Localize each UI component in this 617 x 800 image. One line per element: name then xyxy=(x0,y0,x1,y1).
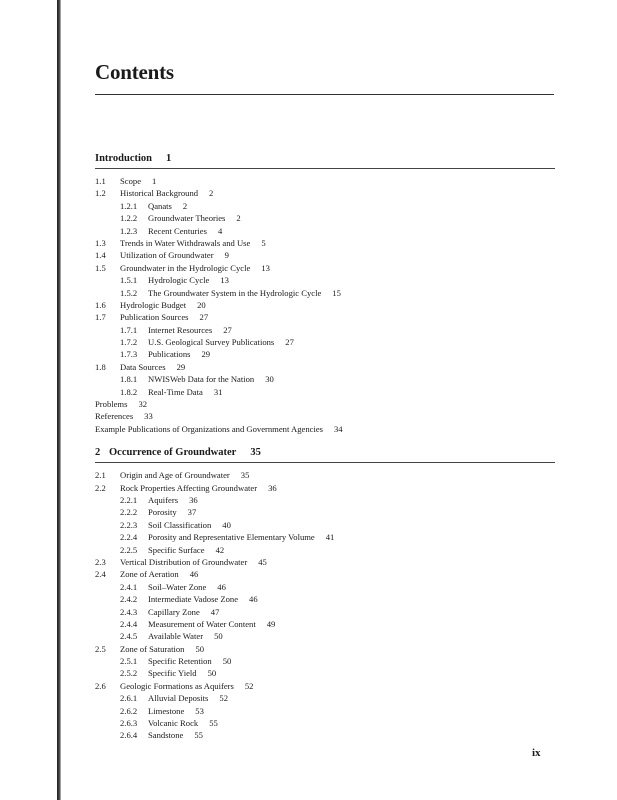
section-title: Hydrologic Cycle xyxy=(148,275,210,286)
section-title: Limestone xyxy=(148,705,185,716)
section-number: 1.8.1 xyxy=(120,374,138,385)
page-binding-edge xyxy=(57,0,61,800)
section-title: Aquifers xyxy=(148,494,179,505)
section-number: 2.2.2 xyxy=(120,507,138,518)
section-title: Soil Classification xyxy=(148,519,212,530)
section-page: 29 xyxy=(201,349,211,360)
page-title: Contents xyxy=(95,60,174,84)
toc-entry xyxy=(95,225,555,237)
section-page: 50 xyxy=(214,631,223,642)
section-page: 30 xyxy=(265,374,274,385)
section-page: 9 xyxy=(224,250,229,261)
toc-entry xyxy=(95,187,555,199)
section-page: 50 xyxy=(207,668,217,679)
section-page: 13 xyxy=(220,275,229,286)
section-title: Example Publications of Organizations and Government Agencies xyxy=(95,423,323,434)
section-number: 1.2.2 xyxy=(120,213,138,224)
section-number: 2.2.5 xyxy=(120,544,138,555)
chapter-heading xyxy=(95,445,555,463)
toc-entry xyxy=(95,324,555,336)
toc-entry xyxy=(95,618,555,630)
section-title: Internet Resources xyxy=(148,324,213,335)
section-page: 31 xyxy=(213,386,223,397)
section-page: 2 xyxy=(209,188,214,199)
chapter-title: Introduction xyxy=(95,153,152,164)
section-title: Groundwater in the Hydrologic Cycle xyxy=(120,262,251,273)
toc-entry xyxy=(95,348,555,360)
section-number: 1.7 xyxy=(95,312,106,323)
title-rule xyxy=(95,94,554,95)
section-page: 4 xyxy=(217,225,223,236)
section-number: 2.2 xyxy=(95,482,106,493)
toc-entry xyxy=(95,531,555,543)
toc-entry xyxy=(95,398,555,410)
section-page: 33 xyxy=(144,411,153,422)
section-title: Scope xyxy=(120,176,142,186)
section-number: 2.4.5 xyxy=(120,631,138,642)
chapter-gap xyxy=(95,435,555,445)
toc-entry xyxy=(95,643,555,655)
section-title: Measurement of Water Content xyxy=(148,618,256,629)
section-title: Specific Retention xyxy=(148,656,212,667)
section-number: 1.8 xyxy=(95,361,106,372)
section-number: 2.6 xyxy=(95,680,106,691)
chapter-page: 1 xyxy=(166,153,172,164)
section-number: 1.7.2 xyxy=(120,337,138,348)
section-title: Hydrologic Budget xyxy=(120,299,187,310)
toc-entry xyxy=(95,705,555,717)
toc-entry xyxy=(95,237,555,249)
section-number: 1.5 xyxy=(95,262,106,273)
section-number: 2.1 xyxy=(95,470,106,481)
toc-entries xyxy=(95,469,555,742)
section-title: Rock Properties Affecting Groundwater xyxy=(120,482,258,493)
section-page: 50 xyxy=(222,656,232,667)
section-number: 2.3 xyxy=(95,556,106,567)
section-page: 49 xyxy=(266,618,276,629)
toc-entry xyxy=(95,423,555,435)
toc-entry xyxy=(95,212,555,224)
chapter-page: 35 xyxy=(250,447,261,459)
section-number: 2.6.1 xyxy=(120,693,138,704)
toc-entry xyxy=(95,544,555,556)
section-page: 46 xyxy=(249,594,258,605)
section-number: 1.2.3 xyxy=(120,225,138,236)
section-page: 27 xyxy=(285,337,294,348)
section-page: 5 xyxy=(261,237,266,248)
section-title: Specific Surface xyxy=(148,544,205,555)
section-title: Capillary Zone xyxy=(148,606,200,617)
section-number: 1.4 xyxy=(95,250,106,261)
section-title: Zone of Saturation xyxy=(120,643,185,654)
section-number: 2.6.2 xyxy=(120,705,138,716)
section-title: Utilization of Groundwater xyxy=(120,250,214,261)
section-title: Soil–Water Zone xyxy=(148,581,207,592)
section-number: 2.5.2 xyxy=(120,668,138,679)
section-number: 2.2.4 xyxy=(120,532,138,543)
section-page: 52 xyxy=(244,680,254,691)
section-number: 1.6 xyxy=(95,299,106,310)
toc-entry xyxy=(95,655,555,667)
toc-entry xyxy=(95,568,555,580)
section-title: Alluvial Deposits xyxy=(148,693,209,704)
section-page: 27 xyxy=(223,324,232,335)
toc-entries xyxy=(95,175,555,435)
section-page: 46 xyxy=(217,581,226,592)
section-page: 35 xyxy=(240,470,250,481)
section-page: 55 xyxy=(209,718,218,729)
section-page: 32 xyxy=(138,399,148,410)
section-title: Origin and Age of Groundwater xyxy=(120,470,230,481)
section-number: 2.5.1 xyxy=(120,656,138,667)
section-number: 1.7.3 xyxy=(120,349,138,360)
section-title: Groundwater Theories xyxy=(148,213,226,224)
section-title: Problems xyxy=(95,399,128,410)
section-number: 1.7.1 xyxy=(120,324,138,335)
table-of-contents xyxy=(95,151,555,742)
toc-entry xyxy=(95,299,555,311)
section-page: 36 xyxy=(189,494,198,505)
section-page: 2 xyxy=(236,213,241,224)
section-number: 2.6.4 xyxy=(120,730,138,741)
section-number: 1.2 xyxy=(95,188,106,199)
toc-entry xyxy=(95,262,555,274)
toc-entry xyxy=(95,175,555,187)
section-title: References xyxy=(95,411,134,422)
section-title: Volcanic Rock xyxy=(148,718,199,729)
section-title: Intermediate Vadose Zone xyxy=(148,594,239,605)
section-page: 40 xyxy=(222,519,231,530)
toc-entry xyxy=(95,287,555,299)
toc-entry xyxy=(95,336,555,348)
section-page: 53 xyxy=(195,705,204,716)
toc-entry xyxy=(95,593,555,605)
section-number: 2.4.2 xyxy=(120,594,138,605)
toc-entry xyxy=(95,667,555,679)
section-number: 2.2.3 xyxy=(120,519,138,530)
section-number: 2.4 xyxy=(95,569,106,580)
section-number: 2.4.3 xyxy=(120,606,138,617)
toc-entry xyxy=(95,482,555,494)
toc-entry xyxy=(95,519,555,531)
section-title: Publication Sources xyxy=(120,312,189,323)
section-number: 2.6.3 xyxy=(120,718,138,729)
section-number: 2.2.1 xyxy=(120,494,138,505)
section-page: 46 xyxy=(189,569,199,580)
toc-entry xyxy=(95,581,555,593)
chapter-heading xyxy=(95,151,555,169)
section-page: 50 xyxy=(195,643,205,654)
section-page: 41 xyxy=(325,532,335,543)
page-number: ix xyxy=(532,747,541,759)
toc-entry xyxy=(95,386,555,398)
section-page: 47 xyxy=(210,606,220,617)
section-number: 1.8.2 xyxy=(120,386,138,397)
toc-entry xyxy=(95,410,555,422)
section-page: 52 xyxy=(219,693,228,704)
section-title: Specific Yield xyxy=(148,668,197,679)
section-number: 2.4.1 xyxy=(120,581,138,592)
toc-entry xyxy=(95,680,555,692)
section-number: 1.5.2 xyxy=(120,287,138,298)
section-title: Geologic Formations as Aquifers xyxy=(120,680,234,691)
section-number: 2.5 xyxy=(95,643,106,654)
section-page: 36 xyxy=(268,482,277,493)
toc-entry xyxy=(95,200,555,212)
toc-entry xyxy=(95,556,555,568)
section-page: 27 xyxy=(199,312,209,323)
toc-entry xyxy=(95,274,555,286)
section-title: Publications xyxy=(148,349,191,360)
section-title: Recent Centuries xyxy=(148,225,207,236)
section-page: 42 xyxy=(215,544,225,555)
section-title: Zone of Aeration xyxy=(120,569,179,580)
section-page: 1 xyxy=(152,176,157,186)
section-title: Real-Time Data xyxy=(148,386,203,397)
toc-entry xyxy=(95,692,555,704)
section-title: Porosity and Representative Elementary Volume xyxy=(148,532,315,543)
section-number: 1.5.1 xyxy=(120,275,138,286)
toc-entry xyxy=(95,630,555,642)
section-page: 37 xyxy=(187,507,197,518)
section-title: U.S. Geological Survey Publications xyxy=(148,337,275,348)
section-number: 1.3 xyxy=(95,237,106,248)
section-page: 34 xyxy=(334,423,343,434)
toc-entry xyxy=(95,717,555,729)
section-title: The Groundwater System in the Hydrologic Cycle xyxy=(148,287,322,298)
section-number: 1.1 xyxy=(95,176,106,186)
toc-entry xyxy=(95,494,555,506)
chapter-title: Occurrence of Groundwater xyxy=(109,447,237,459)
section-page: 20 xyxy=(197,299,206,310)
section-page: 13 xyxy=(261,262,270,273)
section-number: 1.2.1 xyxy=(120,200,138,211)
section-title: Data Sources xyxy=(120,361,166,372)
section-title: Trends in Water Withdrawals and Use xyxy=(120,237,251,248)
toc-entry xyxy=(95,606,555,618)
section-title: NWISWeb Data for the Nation xyxy=(148,374,255,385)
section-number: 2.4.4 xyxy=(120,618,138,629)
section-page: 45 xyxy=(258,556,267,567)
section-page: 15 xyxy=(332,287,341,298)
section-page: 2 xyxy=(182,200,188,211)
section-title: Historical Background xyxy=(120,188,199,199)
section-page: 55 xyxy=(194,730,203,741)
toc-entry xyxy=(95,373,555,385)
toc-entry xyxy=(95,729,555,741)
toc-entry xyxy=(95,249,555,261)
section-title: Qanats xyxy=(148,200,172,211)
section-title: Sandstone xyxy=(148,730,184,741)
section-title: Vertical Distribution of Groundwater xyxy=(120,556,248,567)
section-page: 29 xyxy=(176,361,186,372)
section-title: Available Water xyxy=(148,631,204,642)
chapter-number: 2 xyxy=(95,447,101,459)
toc-entry xyxy=(95,506,555,518)
toc-entry xyxy=(95,469,555,481)
section-title: Porosity xyxy=(148,507,177,518)
toc-entry xyxy=(95,311,555,323)
toc-entry xyxy=(95,361,555,373)
